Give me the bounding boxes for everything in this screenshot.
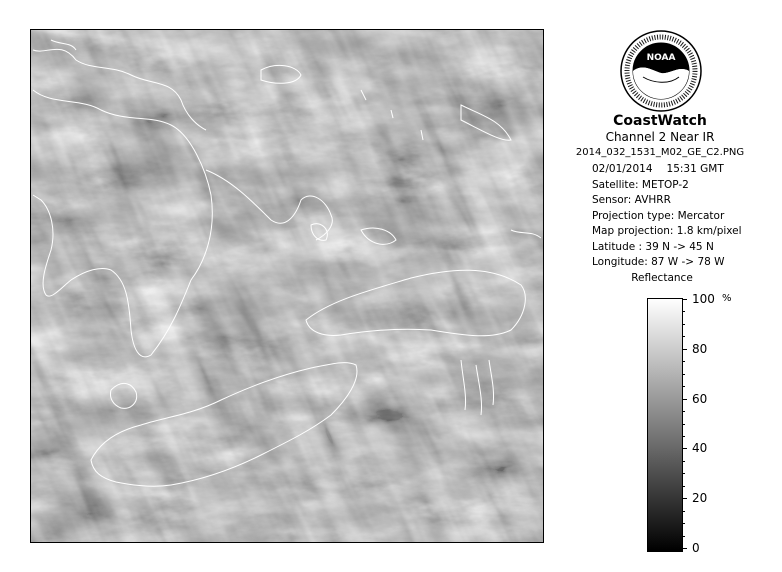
svg-text:NOAA: NOAA [646,53,676,63]
colorbar-tick-label: 20 [692,491,708,505]
colorbar-tick [682,548,687,549]
colorbar-tick [682,374,685,375]
legend-unit: % [722,293,732,304]
map-projection-text: Map projection: 1.8 km/pixel [592,225,742,237]
colorbar-tick [682,324,685,325]
satellite-image [31,30,543,542]
latitude-text: Latitude : 39 N -> 45 N [592,240,714,253]
colorbar-tick-label: 100 [692,292,715,306]
colorbar-tick [682,436,685,437]
noaa-logo [619,29,703,113]
longitude-text: Longitude: 87 W -> 78 W [592,256,725,268]
colorbar-tick [682,361,685,362]
colorbar-tick-label: 0 [692,541,700,555]
app-title: CoastWatch [613,113,707,129]
colorbar-tick [682,511,685,512]
satellite-map [30,29,544,543]
colorbar-tick [682,448,687,449]
colorbar-tick [682,349,687,350]
colorbar-tick [682,299,687,300]
colorbar-tick [682,424,685,425]
colorbar-tick [682,523,685,524]
colorbar-tick [682,311,685,312]
time-text: 15:31 GMT [666,163,724,175]
reflectance-colorbar [647,298,683,552]
projection-type-text: Projection type: Mercator [592,209,725,222]
colorbar-tick [682,536,685,537]
date-text: 02/01/2014 [592,163,653,175]
colorbar-tick [682,473,685,474]
colorbar-tick [682,399,687,400]
colorbar-tick [682,336,685,337]
colorbar-tick [682,486,685,487]
colorbar-tick [682,386,685,387]
metadata-panel [592,162,742,271]
sensor-text: Sensor: AVHRR [592,194,671,206]
cloud-streaks [31,30,543,542]
colorbar-tick [682,498,687,499]
colorbar-tick-label: 60 [692,392,708,406]
colorbar-tick [682,461,685,462]
colorbar-tick-label: 40 [692,441,708,455]
colorbar-tick-label: 80 [692,342,708,356]
colorbar-tick [682,411,685,412]
satellite-text: Satellite: METOP-2 [592,178,689,191]
image-filename: 2014_032_1531_M02_GE_C2.PNG [575,147,745,158]
channel-name: Channel 2 Near IR [605,130,715,144]
datetime-row [592,162,742,178]
legend-title: Reflectance [631,272,693,284]
